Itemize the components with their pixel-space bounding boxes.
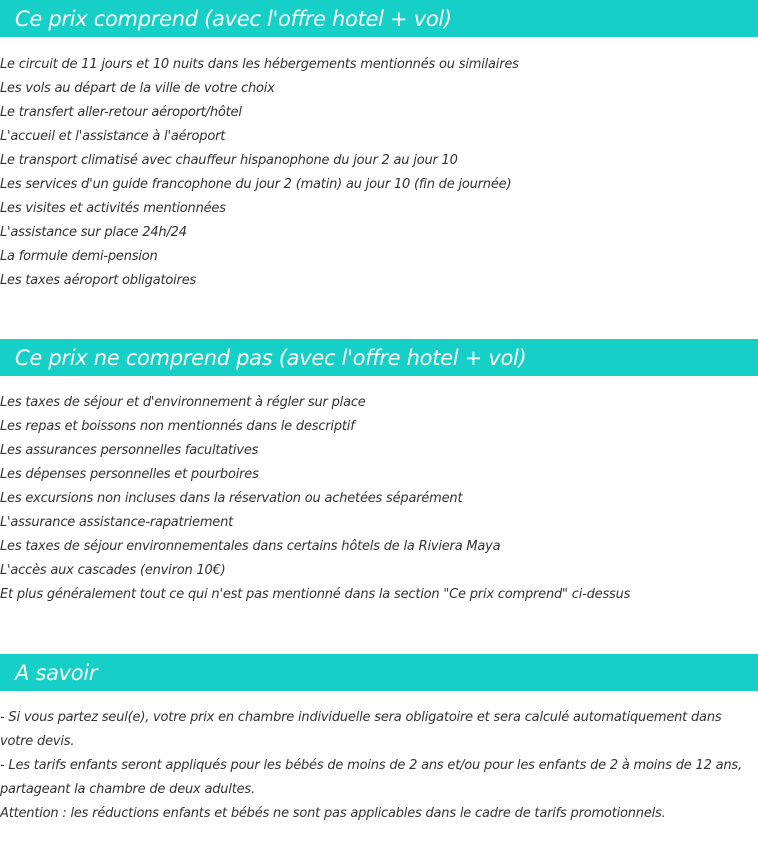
included-list (0, 53, 758, 293)
list-item: L'assurance assistance-rapatriement (0, 515, 234, 530)
list-item: Et plus généralement tout ce qui n'est pas mentionné dans la section "Ce prix comprend" ci-dessus (0, 587, 631, 602)
list-item: L'accueil et l'assistance à l'aéroport (0, 129, 226, 144)
list-item: Les taxes de séjour et d'environnement à régler sur place (0, 395, 366, 410)
list-item: Les excursions non incluses dans la réservation ou achetées séparément (0, 491, 463, 506)
excluded-list (0, 391, 758, 607)
list-item: Les repas et boissons non mentionnés dans le descriptif (0, 419, 355, 434)
list-item: Le transfert aller-retour aéroport/hôtel (0, 105, 242, 120)
list-item: Les assurances personnelles facultatives (0, 443, 259, 458)
a-savoir-title: A savoir (15, 660, 98, 685)
list-item: Les services d'un guide francophone du jour 2 (matin) au jour 10 (fin de journée) (0, 177, 512, 192)
list-item: Le transport climatisé avec chauffeur hispanophone du jour 2 au jour 10 (0, 153, 458, 168)
included-title: Ce prix comprend (avec l'offre hotel + vol) (15, 6, 452, 31)
list-item: Les visites et activités mentionnées (0, 201, 226, 216)
list-item: L'accès aux cascades (environ 10€) (0, 563, 226, 578)
excluded-title: Ce prix ne comprend pas (avec l'offre hotel + vol) (15, 345, 527, 370)
a-savoir-body (0, 706, 758, 826)
list-item: Les taxes de séjour environnementales dans certains hôtels de la Riviera Maya (0, 539, 501, 554)
list-item: Les vols au départ de la ville de votre choix (0, 81, 275, 96)
list-item: Les taxes aéroport obligatoires (0, 273, 197, 288)
excluded-header (0, 339, 758, 376)
a-savoir-paragraph: - Les tarifs enfants seront appliqués pour les bébés de moins de 2 ans et/ou pour les enfants de 2 à moins de 12 ans, partageant la chambre de deux adultes. (0, 758, 742, 797)
list-item: La formule demi-pension (0, 249, 158, 264)
a-savoir-header (0, 654, 758, 691)
a-savoir-paragraph: - Si vous partez seul(e), votre prix en chambre individuelle sera obligatoire et sera calculé automatiquement dans votre devis. (0, 710, 722, 749)
included-header (0, 0, 758, 37)
list-item: Le circuit de 11 jours et 10 nuits dans les hébergements mentionnés ou similaires (0, 57, 519, 72)
a-savoir-paragraph: Attention : les réductions enfants et bébés ne sont pas applicables dans le cadre de tarifs promotionnels. (0, 806, 666, 821)
list-item: Les dépenses personnelles et pourboires (0, 467, 259, 482)
list-item: L'assistance sur place 24h/24 (0, 225, 187, 240)
